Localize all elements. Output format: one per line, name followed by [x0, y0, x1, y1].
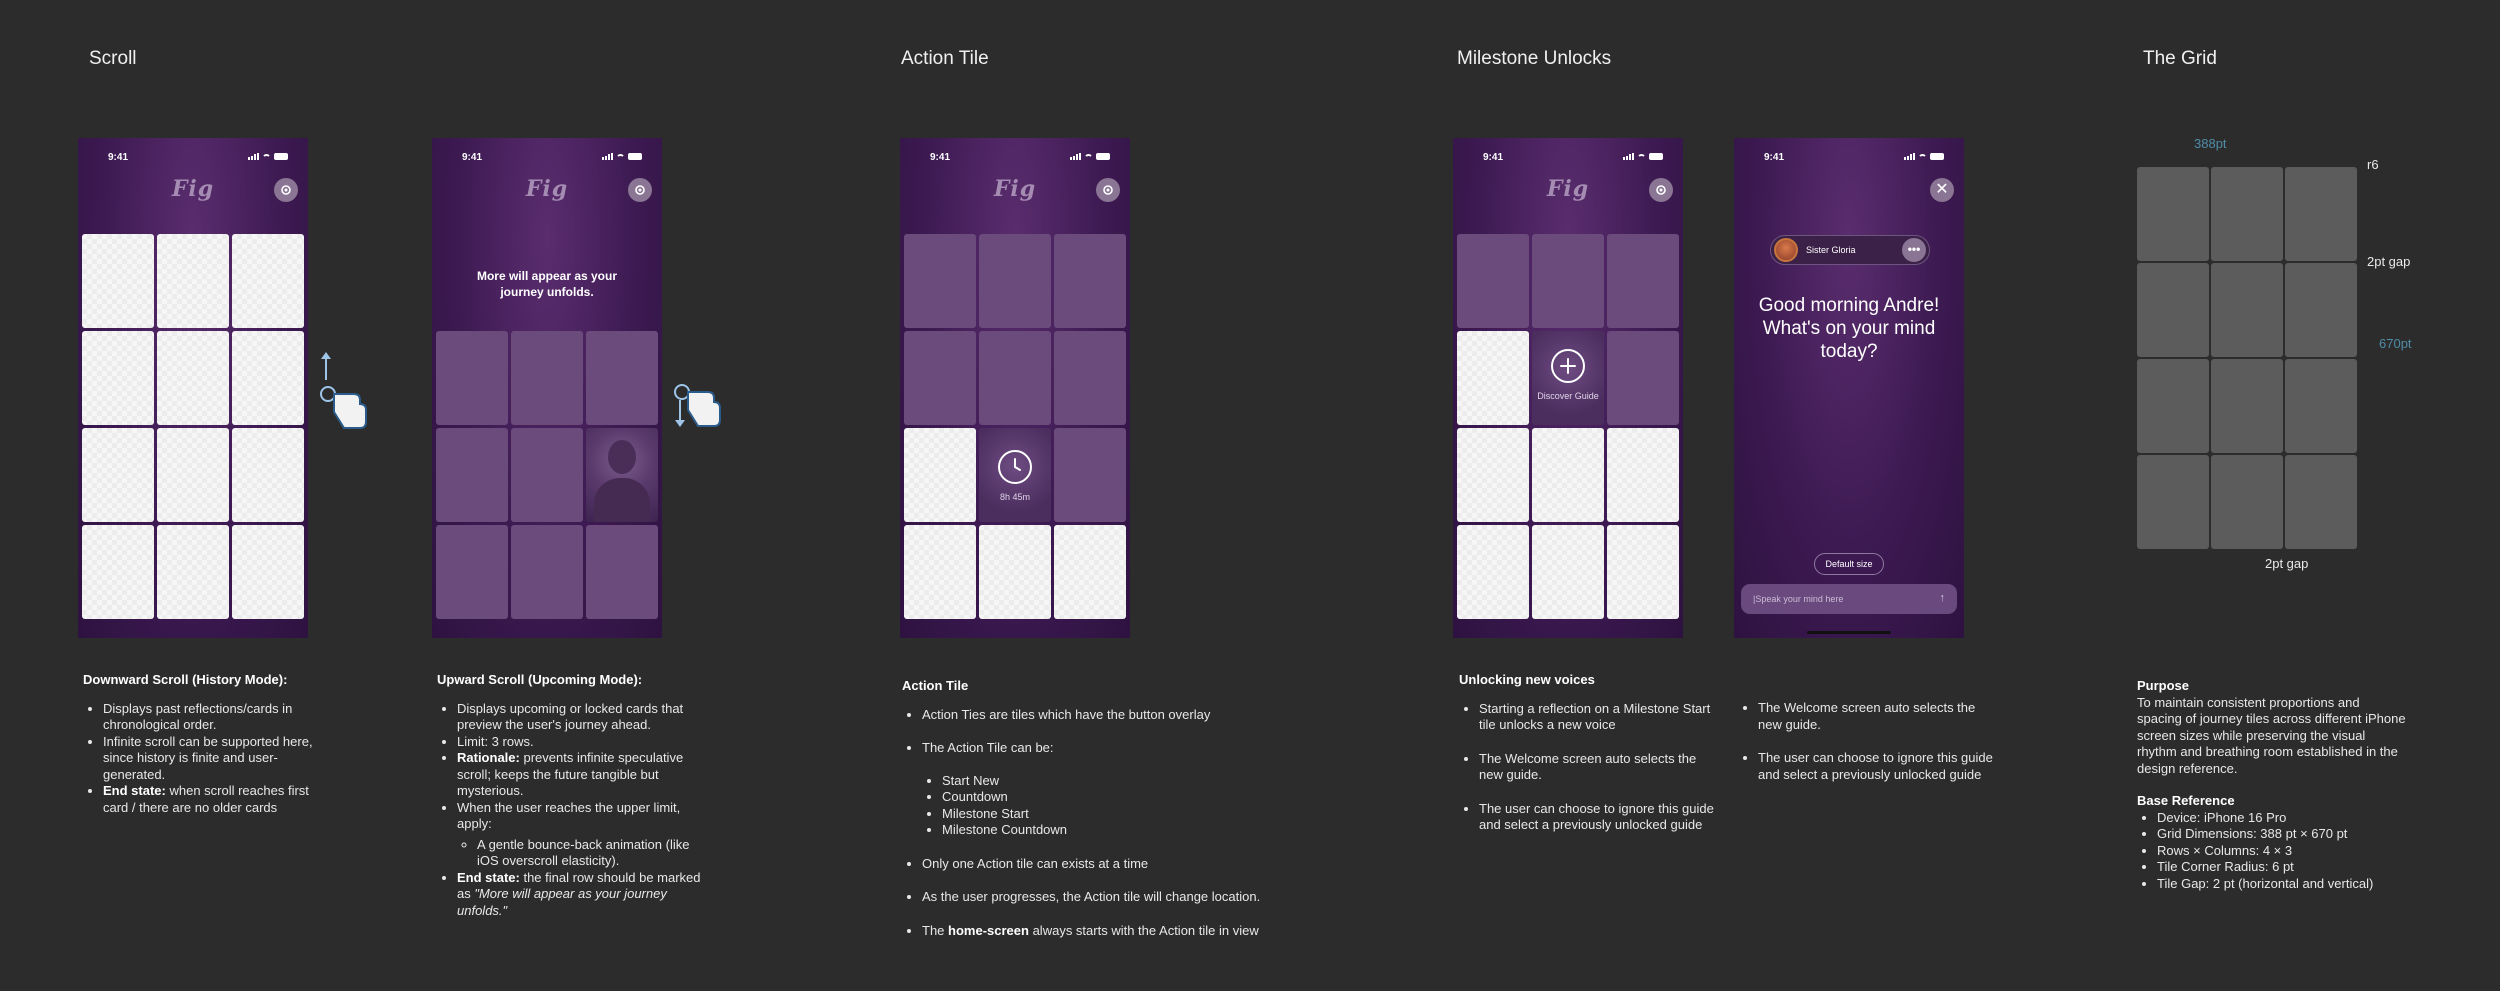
base-reference-item: • Tile Corner Radius: 6 pt: [2157, 859, 2407, 876]
plus-icon: [1551, 349, 1585, 383]
upcoming-limit-message: More will appear as your journey unfolds.: [476, 269, 618, 299]
rationale-label: Rationale:: [457, 750, 520, 765]
base-reference-item: • Grid Dimensions: 388 pt × 670 pt: [2157, 826, 2407, 843]
signal-icon: [1623, 153, 1634, 160]
note-grid-purpose: [2137, 678, 2407, 892]
app-logo: Fig: [525, 176, 569, 202]
guide-selector[interactable]: [1770, 235, 1930, 265]
tile-past[interactable]: [1607, 428, 1679, 522]
tile-past[interactable]: [904, 525, 976, 619]
phone-action-tile: [900, 138, 1130, 638]
note-item: • Starting a reflection on a Milestone Start tile unlocks a new voice: [1479, 701, 1719, 734]
note-text: The: [922, 922, 945, 938]
wifi-icon: [1084, 154, 1093, 160]
note-list: [437, 701, 702, 920]
grid-spacer: [436, 234, 508, 328]
status-icons: [1070, 153, 1110, 160]
status-time: 9:41: [1483, 152, 1504, 163]
note-item: • Action Ties are tiles which have the button overlay: [922, 707, 1322, 724]
corner-radius-label: r6: [2367, 157, 2379, 172]
grid-spec-cell: [2285, 359, 2357, 453]
note-sublist: [922, 773, 1322, 839]
tile-locked: [1054, 234, 1126, 328]
tile-past[interactable]: [157, 525, 229, 619]
battery-icon: [1096, 153, 1110, 160]
wifi-icon: [262, 154, 271, 160]
tile-past[interactable]: [82, 428, 154, 522]
wifi-icon: [1637, 154, 1646, 160]
tile-past[interactable]: [232, 234, 304, 328]
note-upward-scroll: [437, 672, 702, 919]
tile-locked: [436, 331, 508, 425]
note-list: [902, 707, 1322, 940]
tile-locked: [1532, 234, 1604, 328]
action-tile-discover-guide[interactable]: [1532, 331, 1604, 425]
grid-spec-cell: [2211, 263, 2283, 357]
wifi-icon: [616, 154, 625, 160]
note-subitem: • Start New: [942, 773, 1322, 790]
note-subitem: • Countdown: [942, 789, 1322, 806]
home-indicator: [1807, 631, 1891, 634]
app-logo: Fig: [993, 176, 1037, 202]
status-bar: [78, 152, 308, 164]
end-state-label: End state:: [457, 869, 520, 885]
speak-input-container: [1741, 584, 1957, 614]
grid-spec-cell: [2285, 455, 2357, 549]
tile-past[interactable]: [1532, 428, 1604, 522]
note-quote: "More will appear as your journey unfolds.": [457, 886, 667, 918]
tile-past[interactable]: [82, 331, 154, 425]
note-emphasis: home-screen: [948, 922, 1029, 938]
gap-right-label: 2pt gap: [2367, 254, 2411, 269]
base-reference-title: Base Reference: [2137, 793, 2235, 808]
default-size-button[interactable]: Default size: [1814, 553, 1884, 575]
note-text: always starts with the Action tile in view: [1032, 922, 1259, 938]
note-item: • Limit: 3 rows.: [457, 734, 702, 751]
note-text: prevents infinite speculative scroll; keeps the future tangible but mysterious.: [457, 750, 684, 798]
note-item: • Only one Action tile can exists at a time: [922, 856, 1322, 873]
note-item: [922, 740, 1322, 839]
action-tile-countdown[interactable]: [979, 428, 1051, 522]
phone-welcome-screen: [1734, 138, 1964, 638]
note-list: [83, 701, 333, 817]
settings-gear-icon[interactable]: [628, 178, 652, 202]
grid-spec-cell: [2211, 455, 2283, 549]
status-time: 9:41: [930, 152, 951, 163]
grid-spec-cell: [2211, 359, 2283, 453]
grid-width-label: 388pt: [2194, 136, 2227, 151]
welcome-greeting: Good morning Andre! What's on your mind today?: [1758, 295, 1940, 362]
close-icon[interactable]: ✕: [1930, 178, 1954, 202]
grid-height-label: 670pt: [2379, 336, 2412, 351]
tile-past[interactable]: [1532, 525, 1604, 619]
tile-locked: [586, 331, 658, 425]
app-logo: Fig: [171, 176, 215, 202]
tile-locked: [904, 331, 976, 425]
note-unlocking-voices-welcome: [1738, 700, 1998, 800]
more-options-icon[interactable]: •••: [1902, 238, 1926, 262]
grid-spec-cell: [2285, 167, 2357, 261]
note-item: • Displays upcoming or locked cards that preview the user's journey ahead.: [457, 701, 702, 734]
note-downward-scroll: [83, 672, 333, 816]
note-item: • Displays past reflections/cards in chronological order.: [103, 701, 333, 734]
base-reference-item: • Rows × Columns: 4 × 3: [2157, 843, 2407, 860]
note-subitem: • Milestone Countdown: [942, 822, 1322, 839]
portrait-body: [594, 478, 650, 522]
tile-grid: [1457, 234, 1679, 619]
grid-spec-cell: [2285, 263, 2357, 357]
section-title-milestone: Milestone Unlocks: [1457, 48, 1612, 69]
base-reference-item: • Tile Gap: 2 pt (horizontal and vertical): [2157, 876, 2407, 893]
signal-icon: [248, 153, 259, 160]
note-item: [457, 750, 702, 800]
tile-past[interactable]: [1607, 525, 1679, 619]
tile-past[interactable]: [157, 331, 229, 425]
section-title-grid: The Grid: [2143, 48, 2217, 69]
gap-bottom-label: 2pt gap: [2265, 556, 2309, 571]
note-item: • The Welcome screen auto selects the new guide.: [1479, 751, 1719, 784]
status-time: 9:41: [462, 152, 483, 163]
tile-grid: [904, 234, 1126, 619]
status-icons: [602, 153, 642, 160]
tile-locked: [436, 428, 508, 522]
note-sublist: [457, 837, 702, 870]
grid-spec-cell: [2137, 263, 2209, 357]
status-icons: [248, 153, 288, 160]
grid-spec-cell: [2137, 455, 2209, 549]
note-item: [922, 923, 1322, 940]
settings-gear-icon[interactable]: [1649, 178, 1673, 202]
tile-locked: [1054, 331, 1126, 425]
app-logo: Fig: [1546, 176, 1590, 202]
battery-icon: [274, 153, 288, 160]
note-list: [1738, 700, 1998, 783]
tile-grid: [436, 234, 658, 619]
tile-past[interactable]: [157, 234, 229, 328]
tile-past[interactable]: [1457, 331, 1529, 425]
purpose-text: To maintain consistent proportions and spacing of journey tiles across different iPhone screen sizes while preserving the visual rhythm and breathing room established in the design reference.: [2137, 694, 2406, 776]
tile-grid: [82, 234, 304, 619]
battery-icon: [1649, 153, 1663, 160]
tile-past[interactable]: [157, 428, 229, 522]
status-time: 9:41: [108, 152, 129, 163]
phone-history-mode: [78, 138, 308, 638]
tile-locked: [1607, 234, 1679, 328]
send-arrow-icon[interactable]: ↑: [1939, 592, 1945, 604]
tile-locked: [904, 234, 976, 328]
note-title: Downward Scroll (History Mode):: [83, 672, 288, 687]
tile-locked: [586, 525, 658, 619]
note-text: when scroll reaches first card / there are no older cards: [103, 783, 309, 815]
note-item: [103, 783, 333, 816]
note-text: The Action Tile can be:: [922, 740, 1054, 755]
tile-past[interactable]: [1457, 428, 1529, 522]
tile-past[interactable]: [232, 331, 304, 425]
note-title: Upward Scroll (Upcoming Mode):: [437, 672, 643, 687]
tile-locked: [511, 428, 583, 522]
tile-locked: [436, 525, 508, 619]
phone-upcoming-mode: [432, 138, 662, 638]
status-bar: [1734, 152, 1964, 164]
tile-past[interactable]: [82, 234, 154, 328]
portrait-head: [608, 440, 636, 474]
note-title: Unlocking new voices: [1459, 672, 1595, 687]
speak-input[interactable]: [1753, 594, 1933, 604]
status-time: 9:41: [1764, 152, 1785, 163]
note-list: [1459, 701, 1719, 834]
status-icons: [1623, 153, 1663, 160]
note-action-tile: [902, 678, 1322, 956]
note-text: When the user reaches the upper limit, apply:: [457, 799, 681, 831]
note-subitem: ◦ A gentle bounce-back animation (like iOS overscroll elasticity).: [477, 837, 702, 870]
note-item: • The user can choose to ignore this guide and select a previously unlocked guide: [1758, 750, 1998, 783]
battery-icon: [1930, 153, 1944, 160]
clock-icon: [998, 450, 1032, 484]
tile-past[interactable]: [904, 428, 976, 522]
grid-spec-cell: [2137, 359, 2209, 453]
status-bar: [432, 152, 662, 164]
purpose-title: Purpose: [2137, 678, 2190, 693]
note-unlocking-voices: [1459, 672, 1719, 851]
note-text: the final row should be marked as: [457, 869, 701, 901]
status-bar: [1453, 152, 1683, 164]
note-item: • As the user progresses, the Action tile will change location.: [922, 889, 1322, 906]
settings-gear-icon[interactable]: [274, 178, 298, 202]
tile-guide-portrait[interactable]: [586, 428, 658, 522]
tile-past[interactable]: [1457, 525, 1529, 619]
guide-avatar: [1774, 238, 1798, 262]
tile-past[interactable]: [232, 428, 304, 522]
status-icons: [1904, 153, 1944, 160]
battery-icon: [628, 153, 642, 160]
tile-past[interactable]: [1054, 525, 1126, 619]
base-reference-item: • Device: iPhone 16 Pro: [2157, 810, 2407, 827]
tile-past[interactable]: [82, 525, 154, 619]
signal-icon: [1904, 153, 1915, 160]
settings-gear-icon[interactable]: [1096, 178, 1120, 202]
guide-name: Sister Gloria: [1806, 245, 1856, 255]
tile-past[interactable]: [232, 525, 304, 619]
note-item: • The Welcome screen auto selects the new guide.: [1758, 700, 1998, 733]
base-reference-list: [2137, 810, 2407, 893]
section-title-scroll: Scroll: [89, 48, 137, 69]
tile-past[interactable]: [979, 525, 1051, 619]
discover-guide-label: Discover Guide: [1537, 391, 1599, 401]
phone-milestone-unlock: [1453, 138, 1683, 638]
tile-locked: [979, 331, 1051, 425]
note-title: Action Tile: [902, 678, 969, 693]
note-item: • The user can choose to ignore this guide and select a previously unlocked guide: [1479, 801, 1719, 834]
note-item: • Infinite scroll can be supported here, since history is finite and user-generated.: [103, 734, 333, 784]
grid-spacer: [586, 234, 658, 328]
signal-icon: [1070, 153, 1081, 160]
note-item: [457, 870, 702, 920]
grid-spec-cell: [2137, 167, 2209, 261]
tile-locked: [1457, 234, 1529, 328]
note-subitem: • Milestone Start: [942, 806, 1322, 823]
tile-locked: [979, 234, 1051, 328]
signal-icon: [602, 153, 613, 160]
tile-locked: [511, 331, 583, 425]
tile-locked: [1054, 428, 1126, 522]
status-bar: [900, 152, 1130, 164]
countdown-label: 8h 45m: [999, 492, 1031, 502]
note-item: [457, 800, 702, 870]
grid-spacer: [511, 234, 583, 328]
tile-locked: [511, 525, 583, 619]
grid-spec-cell: [2211, 167, 2283, 261]
section-title-action-tile: Action Tile: [901, 48, 989, 69]
end-state-label: End state:: [103, 783, 166, 798]
tile-locked: [1607, 331, 1679, 425]
wifi-icon: [1918, 154, 1927, 160]
